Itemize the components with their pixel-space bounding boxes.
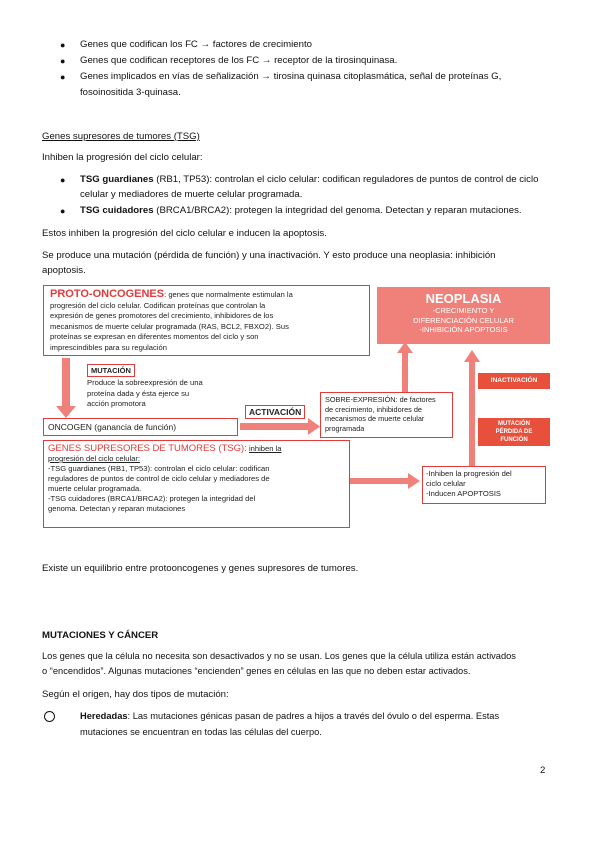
tsg-box-title: GENES SUPRESORES DE TUMORES (TSG): [48, 443, 247, 454]
inhiben-box [422, 466, 546, 504]
bullet-icon: ● [60, 175, 66, 185]
paragraph-continued: o “encendidos”. Algunas mutaciones “encienden” genes en células en las que no deben estar activados. [42, 666, 471, 676]
page-number: 2 [540, 765, 546, 776]
tsg-box-text: GENES SUPRESORES DE TUMORES (TSG): inhiben la progresión del ciclo celular: -TSG guardianes (RB1, TP53): controlan el ciclo celular: codifican reguladores de puntos de control de ciclo celular y mediadores de muerte celular programada. -TSG cuidadores (BRCA1/BRCA2): protegen la integridad del genoma. Detectan y reparan mutaciones [48, 443, 282, 513]
paragraph: Según el origen, hay dos tipos de mutación: [42, 689, 229, 700]
paragraph-continued: apoptosis. [42, 265, 86, 276]
neoplasia-title: NEOPLASIA [425, 291, 502, 306]
paragraph: Existe un equilibrio entre protooncogenes y genes supresores de tumores. [42, 563, 359, 574]
inactivacion-tag: INACTIVACIÓN [478, 373, 550, 389]
heredadas-continued: mutaciones se encuentran en todas las células del cuerpo. [80, 727, 322, 737]
proto-text: : genes que normalmente estimulan la [164, 290, 293, 299]
mutacion-text: Produce la sobreexpresión de una proteína dada y ésta ejerce su acción promotora [87, 378, 203, 408]
bullet-text-continued: fosoinositida 3-quinasa. [80, 87, 181, 98]
bullet-icon: ● [60, 40, 66, 50]
tsg-bullet-1-continued: celular y mediadores de muerte celular programada. [80, 189, 303, 200]
mutacion-tag: MUTACIÓN [87, 364, 135, 377]
circle-bullet-icon [44, 711, 55, 722]
bullet-icon: ● [60, 56, 66, 66]
oncogen-label: ONCOGEN (ganancia de función) [48, 422, 177, 432]
tsg-bullet-1: TSG guardianes (RB1, TP53): controlan el ciclo celular: codifican reguladores de puntos de control de ciclo [80, 174, 539, 185]
neoplasia-line: DIFERENCIACIÓN CELULAR [413, 315, 514, 325]
proto-text: mecanismos de muerte celular programada (RAS, BCL2, FBXO2). Sus [50, 321, 289, 331]
bullet-text: Genes que codifican receptores de los FC → receptor de la tirosinquinasa. [80, 55, 398, 66]
inhiben-text: -Inhiben la progresión del ciclo celular -Inducen APOPTOSIS [426, 469, 512, 498]
section-heading-tsg: Genes supresores de tumores (TSG) [42, 131, 200, 142]
heredadas-paragraph: Heredadas: Las mutaciones génicas pasan de padres a hijos a través del óvulo o del esperma. Estas [80, 711, 500, 721]
paragraph: Inhiben la progresión del ciclo celular: [42, 152, 203, 163]
sobre-expresion-box [320, 392, 453, 438]
section-title: MUTACIONES Y CÁNCER [42, 630, 159, 641]
tsg-box [43, 440, 350, 528]
proto-text: progresión del ciclo celular. Codifican proteínas que controlan la [50, 300, 266, 310]
paragraph: Estos inhiben la progresión del ciclo celular e inducen la apoptosis. [42, 228, 327, 239]
bullet-text: Genes implicados en vías de señalización → tirosina quinasa citoplasmática, señal de proteínas G, [80, 71, 502, 82]
proto-text: imprescindibles para su regulación [50, 342, 167, 352]
mutacion-perdida-tag: MUTACIÓN PÉRDIDA DE FUNCIÓN [478, 418, 550, 446]
proto-text: proteínas se expresan en diferentes momentos del ciclo y son [50, 332, 259, 341]
bullet-icon: ● [60, 72, 66, 82]
proto-text: expresión de genes promotores del crecimiento, inhibidores de los [50, 311, 274, 320]
paragraph: Los genes que la célula no necesita son desactivados y no se usan. Los genes que la célula utiliza están activados [42, 651, 516, 661]
bullet-text: Genes que codifican los FC → factores de crecimiento [80, 39, 312, 50]
bullet-icon: ● [60, 206, 66, 216]
paragraph: Se produce una mutación (pérdida de función) y una inactivación. Y esto produce una neoplasia: inhibición [42, 250, 496, 261]
oncogen-box [43, 418, 238, 436]
neoplasia-line: -CRECIMIENTO Y [432, 306, 495, 315]
proto-oncogenes-title: PROTO-ONCOGENES [50, 288, 165, 300]
tsg-bullet-2: TSG cuidadores (BRCA1/BRCA2): protegen la integridad del genoma. Detectan y reparan mutaciones. [80, 205, 522, 216]
sobre-expresion-text: SOBRE-EXPRESIÓN: de factores de crecimiento, inhibidores de mecanismos de muerte celular programada [325, 395, 436, 433]
activacion-tag: ACTIVACIÓN [245, 405, 305, 419]
neoplasia-line: -INHIBICIÓN APOPTOSIS [419, 325, 508, 334]
